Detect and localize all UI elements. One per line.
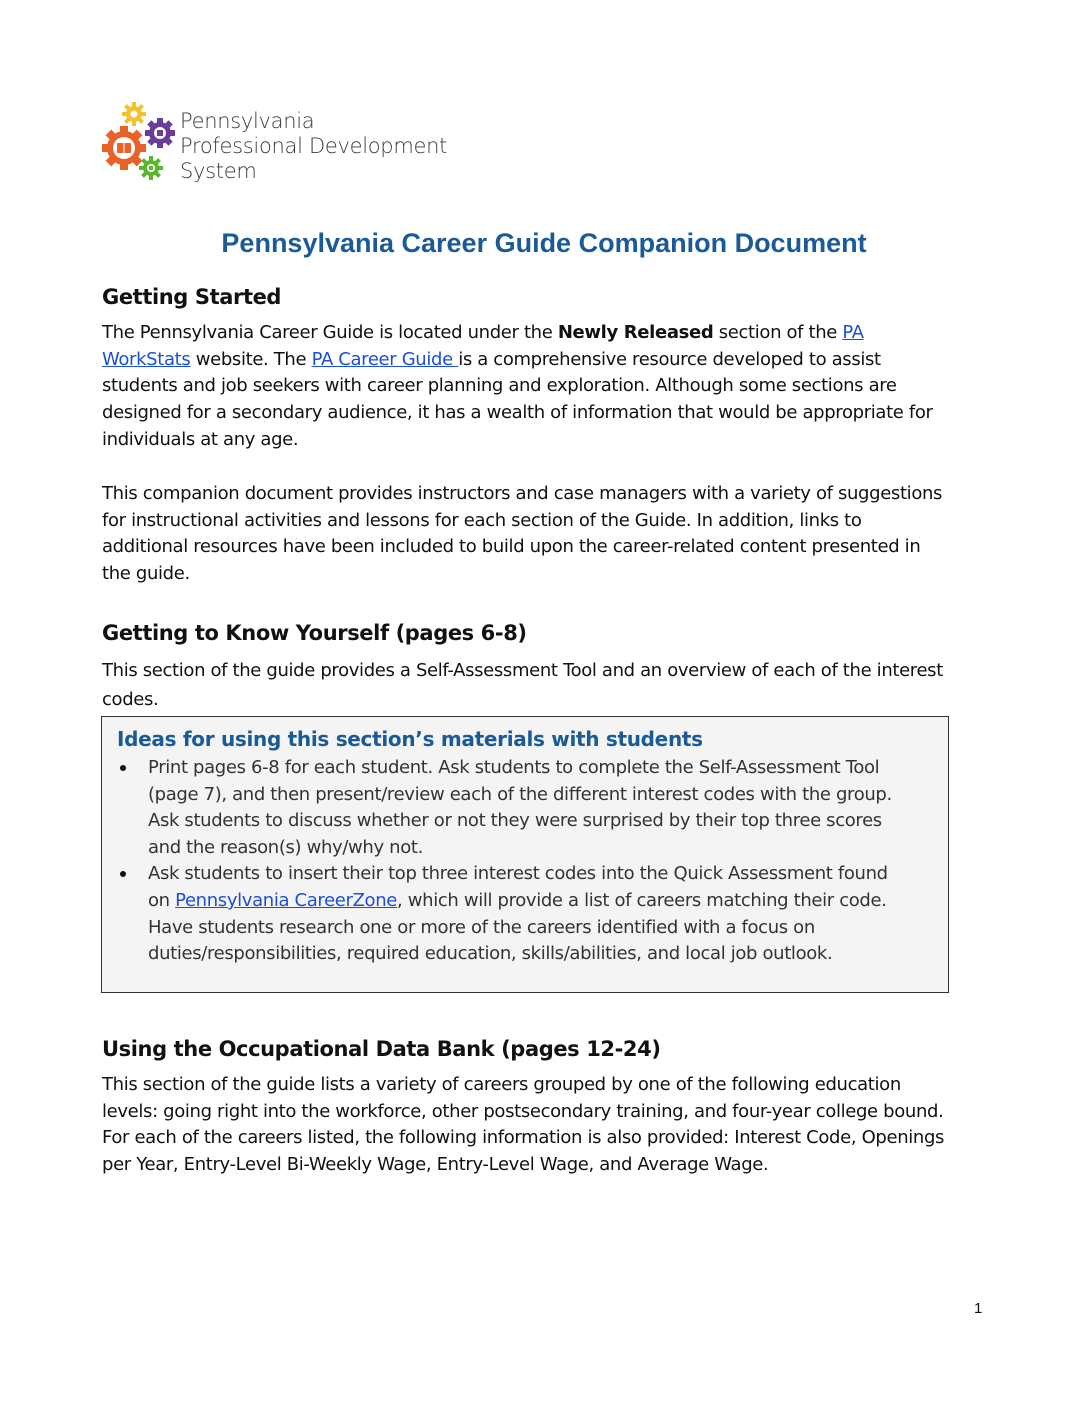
text-line: additional resources have been included to build upon the career-related content presented in <box>102 536 921 558</box>
ideas-box <box>101 716 949 993</box>
ideas-title: Ideas for using this section’s materials with students <box>117 727 703 751</box>
text-line: individuals at any age. <box>102 428 299 450</box>
text: section of the <box>713 322 843 343</box>
text-line: designed for a secondary audience, it has a wealth of information that would be appropriate for <box>102 402 933 424</box>
text: , which will provide a list of careers matching their code. <box>397 889 887 911</box>
bullet-icon <box>120 765 126 771</box>
heading-know-yourself: Getting to Know Yourself (pages 6-8) <box>102 621 527 645</box>
text: is a comprehensive resource developed to assist <box>458 348 881 370</box>
text-line: duties/responsibilities, required education, skills/abilities, and local job outlook. <box>148 943 833 965</box>
data-bank-paragraph <box>102 1072 992 1179</box>
heading-getting-started: Getting Started <box>102 285 282 309</box>
know-yourself-intro <box>102 656 992 714</box>
text-line: per Year, Entry-Level Bi-Weekly Wage, Entry-Level Wage, and Average Wage. <box>102 1154 769 1176</box>
document-title: Pennsylvania Career Guide Companion Document <box>221 228 867 258</box>
text-line: Have students research one or more of the careers identified with a focus on <box>148 916 815 938</box>
text: website. The <box>190 348 312 370</box>
gears-logo-icon <box>100 100 180 190</box>
text-line: codes. <box>102 689 159 710</box>
text: on <box>148 889 176 911</box>
heading-data-bank: Using the Occupational Data Bank (pages 12-24) <box>102 1037 661 1061</box>
text-line: for instructional activities and lessons for each section of the Guide. In addition, links to <box>102 509 862 531</box>
text-line: This companion document provides instructors and case managers with a variety of suggestions <box>102 483 943 504</box>
logo-line: Professional Development <box>180 134 448 158</box>
list-item <box>102 861 942 967</box>
logo-line: System <box>180 159 257 183</box>
text-line: This section of the guide provides a Self-Assessment Tool and an overview of each of the interest <box>102 660 943 681</box>
pa-workstats-link[interactable]: PA <box>842 322 864 343</box>
ideas-list <box>102 755 942 968</box>
text-line: Ask students to insert their top three interest codes into the Quick Assessment found <box>148 863 888 885</box>
list-item <box>102 755 942 861</box>
newly-released-label: Newly Released <box>557 322 714 343</box>
logo-line: Pennsylvania <box>180 109 315 133</box>
page-number: 1 <box>974 1300 983 1317</box>
text-line: students and job seekers with career planning and exploration. Although some sections are <box>102 375 897 397</box>
text: The Pennsylvania Career Guide is located under the <box>102 322 558 343</box>
text-line: Print pages 6-8 for each student. Ask students to complete the Self-Assessment Tool <box>148 757 880 778</box>
text-line: For each of the careers listed, the following information is also provided: Interest Code, Openings <box>102 1127 945 1149</box>
pennsylvania-careerzone-link[interactable]: Pennsylvania CareerZone <box>175 889 398 911</box>
pa-career-guide-link[interactable]: PA Career Guide <box>311 348 459 370</box>
companion-paragraph <box>102 481 992 588</box>
logo-wordmark <box>180 109 447 184</box>
pa-workstats-link[interactable]: WorkStats <box>102 348 191 370</box>
book-icon <box>117 143 131 153</box>
text-line: the guide. <box>102 563 190 585</box>
text-line: This section of the guide lists a variety of careers grouped by one of the following education <box>102 1074 901 1095</box>
text-line: and the reason(s) why/why not. <box>148 836 423 858</box>
pa-pds-logo <box>100 100 460 190</box>
getting-started-paragraph <box>102 320 992 454</box>
bullet-icon <box>120 871 126 877</box>
text-line: (page 7), and then present/review each of the different interest codes with the group. <box>148 783 892 805</box>
text-line: levels: going right into the workforce, other postsecondary training, and four-year college bound. <box>102 1100 944 1122</box>
text-line: Ask students to discuss whether or not they were surprised by their top three scores <box>148 810 882 832</box>
